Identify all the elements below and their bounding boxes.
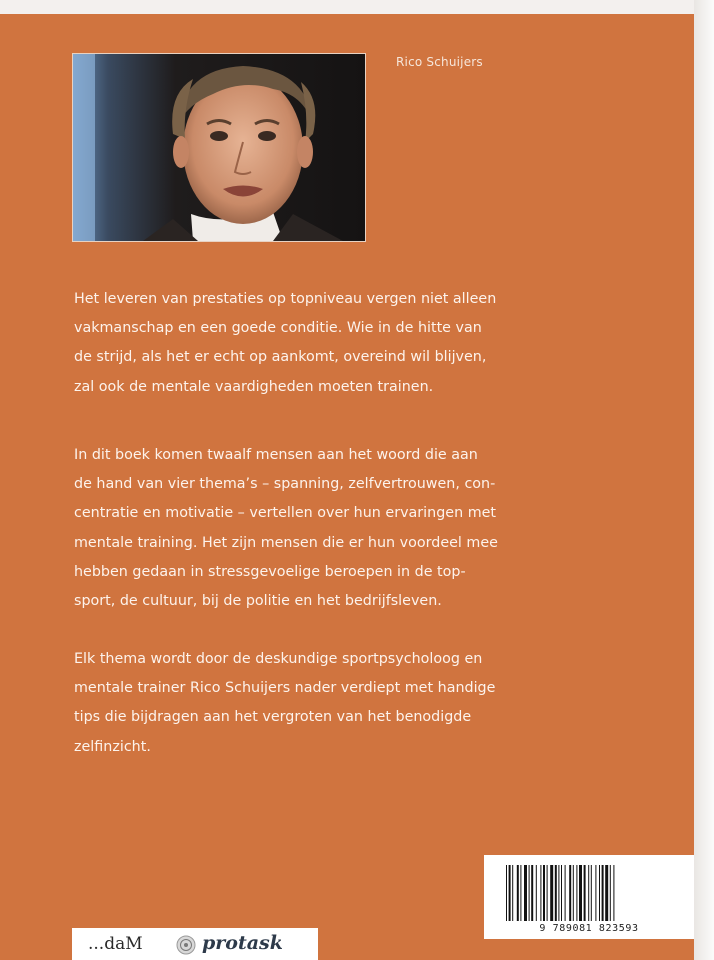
author-caption: Rico Schuijers — [396, 55, 483, 69]
isbn-barcode — [484, 855, 694, 939]
barcode-bar — [531, 865, 533, 921]
barcode-bar — [555, 865, 557, 921]
text-line: de strijd, als het er echt op aankomt, overeind wil blijven, — [74, 349, 487, 366]
barcode-bar — [529, 865, 530, 921]
barcode-bar — [565, 865, 566, 921]
barcode-bar — [579, 865, 582, 921]
barcode-bar — [584, 865, 586, 921]
barcode-bar — [558, 865, 559, 921]
barcode-bar — [536, 865, 537, 921]
barcode-bar — [512, 865, 513, 921]
barcode-bar — [540, 865, 541, 921]
blurb-paragraph-3 — [74, 645, 594, 762]
barcode-bar — [517, 865, 519, 921]
text-line: In dit boek komen twaalf mensen aan het woord die aan — [74, 447, 478, 463]
barcode-bar — [524, 865, 527, 921]
dam-logo: ...daM — [88, 934, 143, 954]
text-line: mentale trainer Rico Schuijers nader verdiept met handige — [74, 680, 496, 697]
isbn-number: 9 789081 823593 — [539, 923, 639, 934]
text-line: tips die bijdragen aan het vergroten van het benodigde — [74, 709, 472, 726]
barcode-bars — [504, 865, 674, 921]
barcode-bar — [613, 865, 614, 921]
barcode-bar — [543, 865, 545, 921]
barcode-bar — [561, 865, 562, 921]
text-line: centratie en motivatie – vertellen over hun ervaringen met — [74, 505, 497, 522]
barcode-bar — [569, 865, 571, 921]
barcode-bar — [595, 865, 596, 921]
spiral-disc-icon — [176, 935, 196, 955]
barcode-bar — [588, 865, 589, 921]
text-line: sport, de cultuur, bij de politie en het bedrijfsleven. — [74, 593, 442, 610]
text-line: Het leveren van prestaties op topniveau vergen niet alleen — [74, 291, 497, 307]
text-line: mentale training. Het zijn mensen die er hun voordeel mee — [74, 534, 498, 551]
text-line: zelfinzicht. — [74, 738, 151, 755]
barcode-bar — [547, 865, 548, 921]
barcode-bar — [573, 865, 574, 921]
text-line: hebben gedaan in stressgevoelige beroepen in de top- — [74, 563, 466, 580]
blurb-paragraph-2 — [74, 441, 594, 616]
protask-logo: protask — [202, 932, 283, 954]
barcode-bar — [576, 865, 577, 921]
barcode-bar — [520, 865, 521, 921]
text-line: de hand van vier thema’s – spanning, zelfvertrouwen, con- — [74, 476, 496, 493]
publisher-logos — [72, 928, 318, 960]
text-line: zal ook de mentale vaardigheden moeten trainen. — [74, 378, 434, 395]
barcode-bar — [599, 865, 600, 921]
text-line: vakmanschap en een goede conditie. Wie in de hitte van — [74, 320, 482, 337]
barcode-bar — [509, 865, 511, 921]
barcode-bar — [605, 865, 608, 921]
barcode-bar — [550, 865, 553, 921]
barcode-bar — [602, 865, 604, 921]
barcode-bar — [506, 865, 507, 921]
page-edge — [694, 0, 714, 960]
barcode-bar — [610, 865, 611, 921]
text-line: Elk thema wordt door de deskundige sportpsycholoog en — [74, 651, 483, 667]
author-photo — [72, 53, 366, 242]
blurb-paragraph-1 — [74, 285, 594, 402]
barcode-bar — [591, 865, 592, 921]
